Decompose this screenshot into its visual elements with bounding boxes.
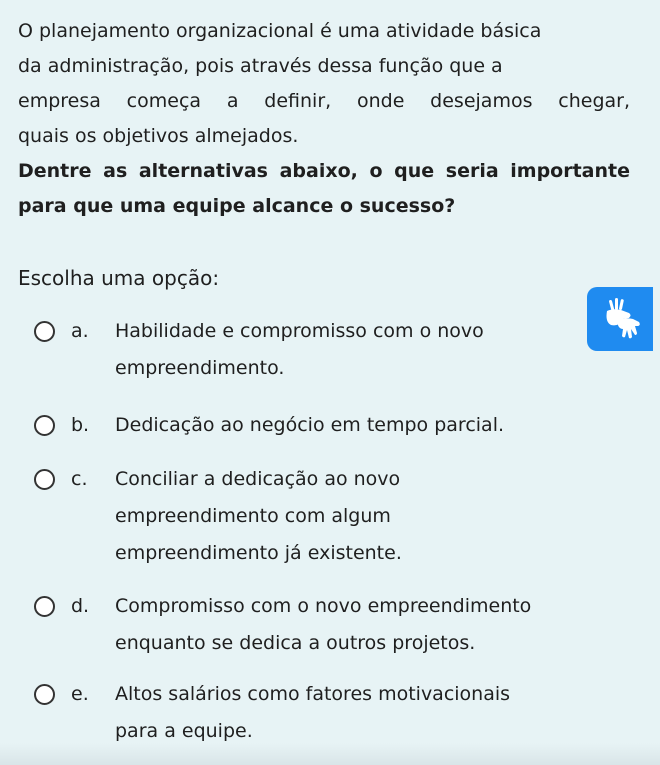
option-letter: d. bbox=[71, 595, 90, 617]
option-text-line: empreendimento. bbox=[115, 357, 285, 379]
option-text bbox=[115, 676, 510, 750]
choose-option-label: Escolha uma opção: bbox=[18, 266, 220, 290]
option-text bbox=[115, 461, 402, 572]
option-text bbox=[115, 313, 484, 387]
option-text-line: Dedicação ao negócio em tempo parcial. bbox=[115, 414, 505, 436]
question-line: quais os objetivos almejados. bbox=[18, 125, 299, 147]
bottom-edge bbox=[0, 743, 660, 765]
option-radio[interactable] bbox=[34, 321, 55, 342]
option-radio[interactable] bbox=[34, 596, 55, 617]
option-d[interactable] bbox=[34, 588, 634, 662]
option-text bbox=[115, 407, 504, 444]
question-line: O planejamento organizacional é uma atividade básica bbox=[18, 20, 542, 42]
option-text-line: enquanto se dedica a outros projetos. bbox=[115, 632, 476, 654]
option-text-line: Conciliar a dedicação ao novo bbox=[115, 468, 401, 490]
option-letter: c. bbox=[71, 468, 88, 490]
option-letter: e. bbox=[71, 683, 89, 705]
option-letter: a. bbox=[71, 320, 89, 342]
option-b[interactable] bbox=[34, 407, 634, 444]
option-text-line: Habilidade e compromisso com o novo bbox=[115, 320, 484, 342]
option-radio[interactable] bbox=[34, 415, 55, 436]
question-emphasis: para que uma equipe alcance o sucesso? bbox=[18, 195, 456, 217]
option-text-line: para a equipe. bbox=[115, 720, 253, 742]
question-line: empresa começa a definir, onde desejamos chegar, bbox=[18, 90, 630, 112]
option-text bbox=[115, 588, 531, 662]
question-emphasis: Dentre as alternativas abaixo, o que seria importante bbox=[18, 160, 630, 182]
option-text-line: Compromisso com o novo empreendimento bbox=[115, 595, 532, 617]
option-e[interactable] bbox=[34, 676, 634, 750]
option-text-line: empreendimento com algum bbox=[115, 505, 391, 527]
option-text-line: empreendimento já existente. bbox=[115, 542, 402, 564]
option-c[interactable] bbox=[34, 461, 634, 572]
option-letter: b. bbox=[71, 414, 90, 436]
question-text bbox=[18, 14, 630, 224]
option-radio[interactable] bbox=[34, 684, 55, 705]
question-line: da administração, pois através dessa função que a bbox=[18, 55, 503, 77]
option-a[interactable] bbox=[34, 313, 634, 383]
option-text-line: Altos salários como fatores motivacionais bbox=[115, 683, 511, 705]
option-radio[interactable] bbox=[34, 469, 55, 490]
